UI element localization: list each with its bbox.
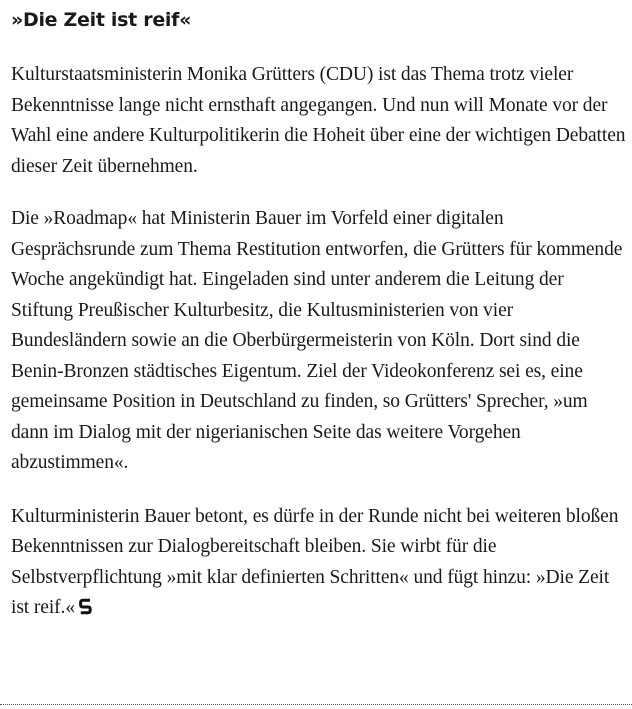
spiegel-s-icon — [79, 595, 92, 626]
article-paragraph: Die »Roadmap« hat Ministerin Bauer im Vorfeld einer digitalen Gesprächsrunde zum Thema Restitution entworfen, die Grütters für kommende Woche angekündigt hat. Eingeladen sind unter anderem die Leitung der Stiftung Preußischer Kulturbesitz, die Kultusministerien von vier Bundesländern sowie an die Oberbürgermeisterin von Köln. Dort sind die Benin-Bronzen städtisches Eigentum. Ziel der Videokonferenz sei es, eine gemeinsame Position in Deutschland zu finden, so Grütters' Sprecher, »um dann im Dialog mit der nigerianischen Seite das weitere Vorgehen abzustimmen«. — [11, 208, 623, 473]
article-paragraph: Kulturstaatsministerin Monika Grütters (CDU) ist das Thema trotz vieler Bekenntnisse lange nicht ernsthaft angegangen. Und nun will Monate vor der Wahl eine andere Kulturpolitikerin die Hoheit über eine der wichtigen Debatten dieser Zeit übernehmen. — [11, 64, 626, 177]
article-body — [11, 6, 627, 649]
section-heading: »Die Zeit ist reif« — [11, 9, 192, 31]
article-paragraph-last — [11, 502, 627, 626]
article-paragraph-text: Kulturministerin Bauer betont, es dürfe in der Runde nicht bei weiteren bloßen Bekenntnissen zur Dialogbereitschaft bleiben. Sie wirbt für die Selbstverpflichtung »mit klar definierten Schritten« und fügt hinzu: »Die Zeit ist reif.« — [11, 505, 619, 618]
section-divider — [0, 704, 632, 705]
